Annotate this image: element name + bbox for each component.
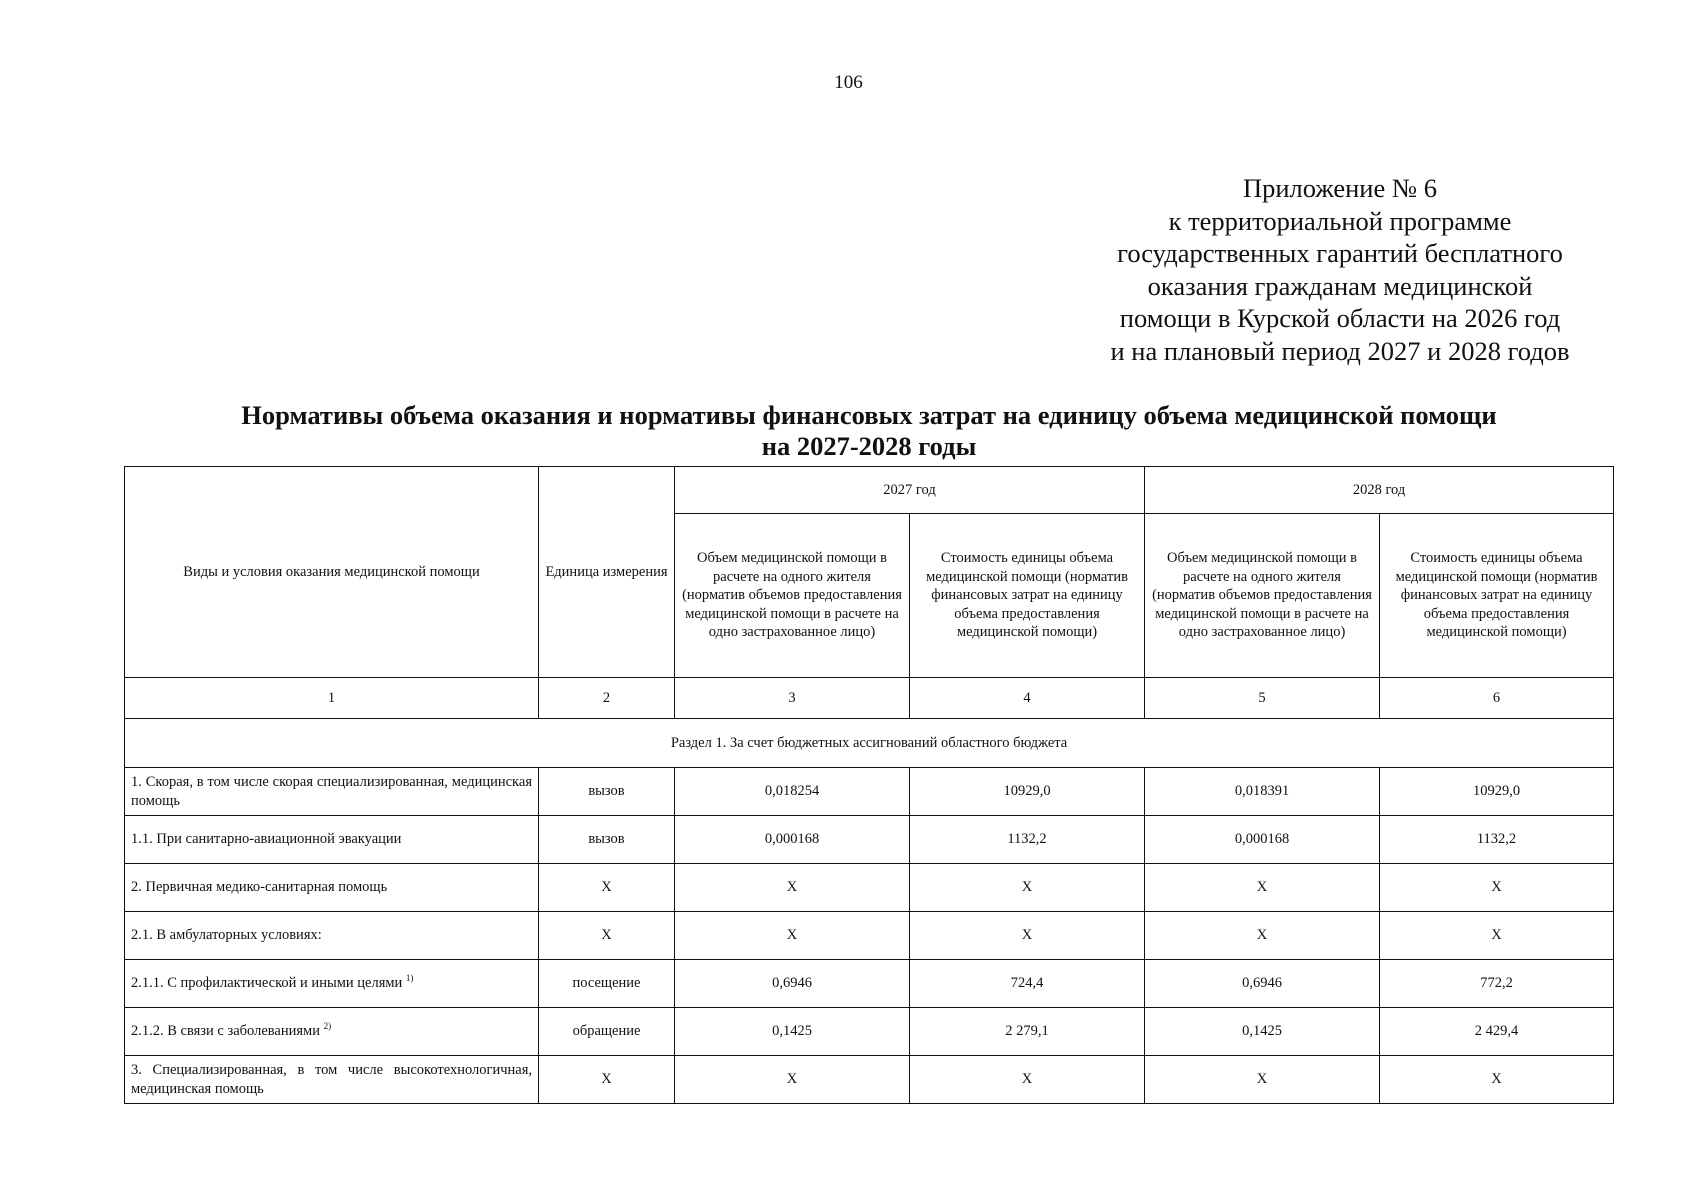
row-volume-2028: 0,6946	[1145, 960, 1380, 1008]
column-number: 6	[1380, 678, 1614, 719]
section-row	[125, 719, 1614, 768]
table-title-line2: на 2027-2028 годы	[761, 431, 977, 461]
row-name-cell	[125, 960, 539, 1008]
row-cost-2027: Х	[910, 864, 1145, 912]
row-cost-2028: 2 429,4	[1380, 1008, 1614, 1056]
table-row	[125, 768, 1614, 816]
row-cost-2028: 772,2	[1380, 960, 1614, 1008]
appendix-line: государственных гарантий бесплатного	[1117, 238, 1563, 268]
row-cost-2028: Х	[1380, 864, 1614, 912]
row-cost-2027: Х	[910, 912, 1145, 960]
appendix-caption	[1060, 172, 1620, 367]
column-number: 1	[125, 678, 539, 719]
row-volume-2028: Х	[1145, 1056, 1380, 1104]
footnote-marker: 2)	[323, 1021, 332, 1032]
norms-table	[124, 466, 1614, 1104]
row-unit: посещение	[539, 960, 675, 1008]
row-name-cell	[125, 1008, 539, 1056]
header-kinds: Виды и условия оказания медицинской помощи	[125, 467, 539, 678]
row-cost-2027: 724,4	[910, 960, 1145, 1008]
row-volume-2027: Х	[675, 864, 910, 912]
column-number: 2	[539, 678, 675, 719]
row-unit: Х	[539, 1056, 675, 1104]
table-row	[125, 864, 1614, 912]
row-name: 3. Специализированная, в том числе высокотехнологичная, медицинская помощь	[125, 1056, 539, 1104]
row-unit: вызов	[539, 768, 675, 816]
table-row	[125, 1056, 1614, 1104]
row-cost-2027: 2 279,1	[910, 1008, 1145, 1056]
appendix-line: оказания гражданам медицинской	[1147, 270, 1533, 301]
row-cost-2028: Х	[1380, 1056, 1614, 1104]
row-cost-2027: 1132,2	[910, 816, 1145, 864]
row-name: 1. Скорая, в том числе скорая специализированная, медицинская помощь	[125, 768, 539, 816]
header-row-years	[125, 467, 1614, 514]
page-number: 106	[834, 72, 863, 93]
header-volume-2027: Объем медицинской помощи в расчете на одного жителя (норматив объемов предоставления медицинской помощи в расчете на одно застрахованное лицо)	[675, 514, 910, 678]
row-unit: вызов	[539, 816, 675, 864]
row-name: 2.1.1. С профилактической и иными целями	[131, 975, 403, 992]
appendix-line: и на плановый период 2027 и 2028 годов	[1110, 335, 1570, 366]
row-cost-2027: Х	[910, 1056, 1145, 1104]
table-row	[125, 1008, 1614, 1056]
section-title: Раздел 1. За счет бюджетных ассигнований областного бюджета	[125, 719, 1614, 768]
row-volume-2028: 0,000168	[1145, 816, 1380, 864]
row-name: 2.1.2. В связи с заболеваниями	[131, 1023, 320, 1040]
appendix-line: к территориальной программе	[1168, 205, 1512, 236]
header-row-numbers	[125, 678, 1614, 719]
appendix-line: Приложение № 6	[1242, 173, 1437, 203]
row-volume-2027: 0,000168	[675, 816, 910, 864]
appendix-line: помощи в Курской области на 2026 год	[1119, 303, 1561, 333]
row-volume-2027: 0,6946	[675, 960, 910, 1008]
table-title-line1: Нормативы объема оказания и нормативы финансовых затрат на единицу объема медицинской помощи	[241, 400, 1497, 430]
row-volume-2028: 0,1425	[1145, 1008, 1380, 1056]
row-volume-2027: 0,1425	[675, 1008, 910, 1056]
row-volume-2027: Х	[675, 1056, 910, 1104]
row-volume-2028: Х	[1145, 912, 1380, 960]
row-cost-2028: 1132,2	[1380, 816, 1614, 864]
table-row	[125, 816, 1614, 864]
row-name: 2.1. В амбулаторных условиях:	[125, 912, 539, 960]
row-cost-2028: 10929,0	[1380, 768, 1614, 816]
table-row	[125, 912, 1614, 960]
column-number: 3	[675, 678, 910, 719]
header-year-2028: 2028 год	[1145, 467, 1614, 514]
row-name: 1.1. При санитарно-авиационной эвакуации	[125, 816, 539, 864]
header-cost-2027: Стоимость единицы объема медицинской помощи (норматив финансовых затрат на единицу объема предоставления медицинской помощи)	[910, 514, 1145, 678]
header-cost-2028: Стоимость единицы объема медицинской помощи (норматив финансовых затрат на единицу объема предоставления медицинской помощи)	[1380, 514, 1614, 678]
row-unit: Х	[539, 864, 675, 912]
row-volume-2027: 0,018254	[675, 768, 910, 816]
row-unit: Х	[539, 912, 675, 960]
row-volume-2027: Х	[675, 912, 910, 960]
header-volume-2028: Объем медицинской помощи в расчете на одного жителя (норматив объемов предоставления медицинской помощи в расчете на одно застрахованное лицо)	[1145, 514, 1380, 678]
row-volume-2028: 0,018391	[1145, 768, 1380, 816]
row-unit: обращение	[539, 1008, 675, 1056]
column-number: 5	[1145, 678, 1380, 719]
row-cost-2028: Х	[1380, 912, 1614, 960]
footnote-marker: 1)	[405, 973, 414, 984]
header-unit: Единица измерения	[539, 467, 675, 678]
column-number: 4	[910, 678, 1145, 719]
row-cost-2027: 10929,0	[910, 768, 1145, 816]
header-year-2027: 2027 год	[675, 467, 1145, 514]
row-name: 2. Первичная медико-санитарная помощь	[125, 864, 539, 912]
table-title	[124, 400, 1614, 462]
row-volume-2028: Х	[1145, 864, 1380, 912]
table-row	[125, 960, 1614, 1008]
